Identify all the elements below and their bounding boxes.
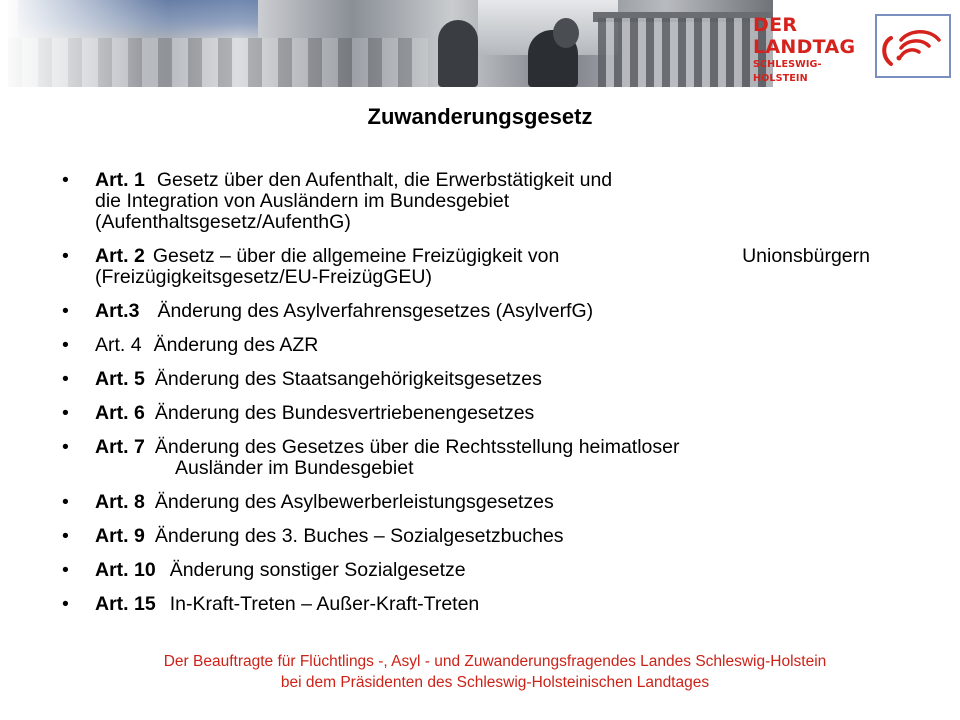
article-number: Art. 7 <box>95 436 145 458</box>
list-item-art-4 <box>62 335 902 356</box>
bullet-icon: • <box>62 436 69 458</box>
article-text: Änderung des Staatsangehörigkeitsgesetzes <box>154 368 542 390</box>
article-text-line3: (Aufenthaltsgesetz/AufenthG) <box>95 211 351 233</box>
article-number: Art. 8 <box>95 491 145 513</box>
bullet-icon: • <box>62 368 69 390</box>
article-list <box>62 170 902 628</box>
footer-line1: Der Beauftragte für Flüchtlings -, Asyl - und Zuwanderungsfragendes Landes Schleswig-Holstein <box>163 653 827 670</box>
article-number: Art. 9 <box>95 525 145 547</box>
header-banner <box>0 0 960 88</box>
article-text: Änderung des Gesetzes über die Rechtsstellung heimatloser <box>154 436 680 458</box>
list-item-art-2 <box>62 246 902 288</box>
article-text-line2: die Integration von Ausländern im Bundesgebiet <box>95 190 510 212</box>
article-text-line2: Ausländer im Bundesgebiet <box>175 457 414 479</box>
footer-line2: bei dem Präsidenten des Schleswig-Holsteinischen Landtages <box>280 674 710 691</box>
brand-title: DER LANDTAG <box>753 14 856 58</box>
bullet-icon: • <box>62 300 69 322</box>
list-item-art-9 <box>62 526 902 547</box>
bullet-icon: • <box>62 559 69 581</box>
article-text: In-Kraft-Treten – Außer-Kraft-Treten <box>169 593 480 615</box>
article-text: Änderung des Asylverfahrensgesetzes (AsylverfG) <box>157 300 594 322</box>
article-number: Art. 2 <box>95 245 145 267</box>
article-text: Gesetz – über die allgemeine Freizügigkeit von <box>152 245 560 267</box>
article-number: Art. 15 <box>95 593 156 615</box>
article-text: Änderung des AZR <box>153 334 319 356</box>
article-text-right: Unionsbürgern <box>742 245 870 267</box>
bullet-icon: • <box>62 525 69 547</box>
article-text: Änderung des Asylbewerberleistungsgesetzes <box>154 491 554 513</box>
list-item-art-10 <box>62 560 902 581</box>
bullet-icon: • <box>62 491 69 513</box>
list-item-art-6 <box>62 403 902 424</box>
bullet-icon: • <box>62 402 69 424</box>
article-text: Änderung sonstiger Sozialgesetze <box>169 559 466 581</box>
list-item-art-3 <box>62 301 902 322</box>
page-title: Zuwanderungsgesetz <box>367 104 593 129</box>
list-item-art-5 <box>62 369 902 390</box>
list-item-art-1 <box>62 170 902 233</box>
parliament-photo-collage <box>8 0 773 87</box>
article-text: Gesetz über den Aufenthalt, die Erwerbstätigkeit und <box>156 169 613 191</box>
bullet-icon: • <box>62 334 69 356</box>
landtag-brand <box>753 14 873 86</box>
article-text-line2: (Freizügigkeitsgesetz/EU-FreizügGEU) <box>95 266 433 288</box>
brand-subtitle: SCHLESWIG-HOLSTEIN <box>753 59 822 84</box>
article-text: Änderung des Bundesvertriebenengesetzes <box>154 402 535 424</box>
article-number: Art. 5 <box>95 368 145 390</box>
footer <box>0 651 960 693</box>
article-text: Änderung des 3. Buches – Sozialgesetzbuches <box>154 525 564 547</box>
bullet-icon: • <box>62 593 69 615</box>
list-item-art-7 <box>62 437 902 479</box>
landtag-wave-logo-icon <box>875 14 951 78</box>
article-number: Art. 10 <box>95 559 156 581</box>
article-number: Art. 1 <box>95 169 145 191</box>
bullet-icon: • <box>62 245 69 267</box>
list-item-art-8 <box>62 492 902 513</box>
bullet-icon: • <box>62 169 69 191</box>
article-number: Art. 6 <box>95 402 145 424</box>
list-item-art-15 <box>62 594 902 615</box>
article-number: Art.3 <box>95 300 140 322</box>
article-number: Art. 4 <box>95 334 142 356</box>
